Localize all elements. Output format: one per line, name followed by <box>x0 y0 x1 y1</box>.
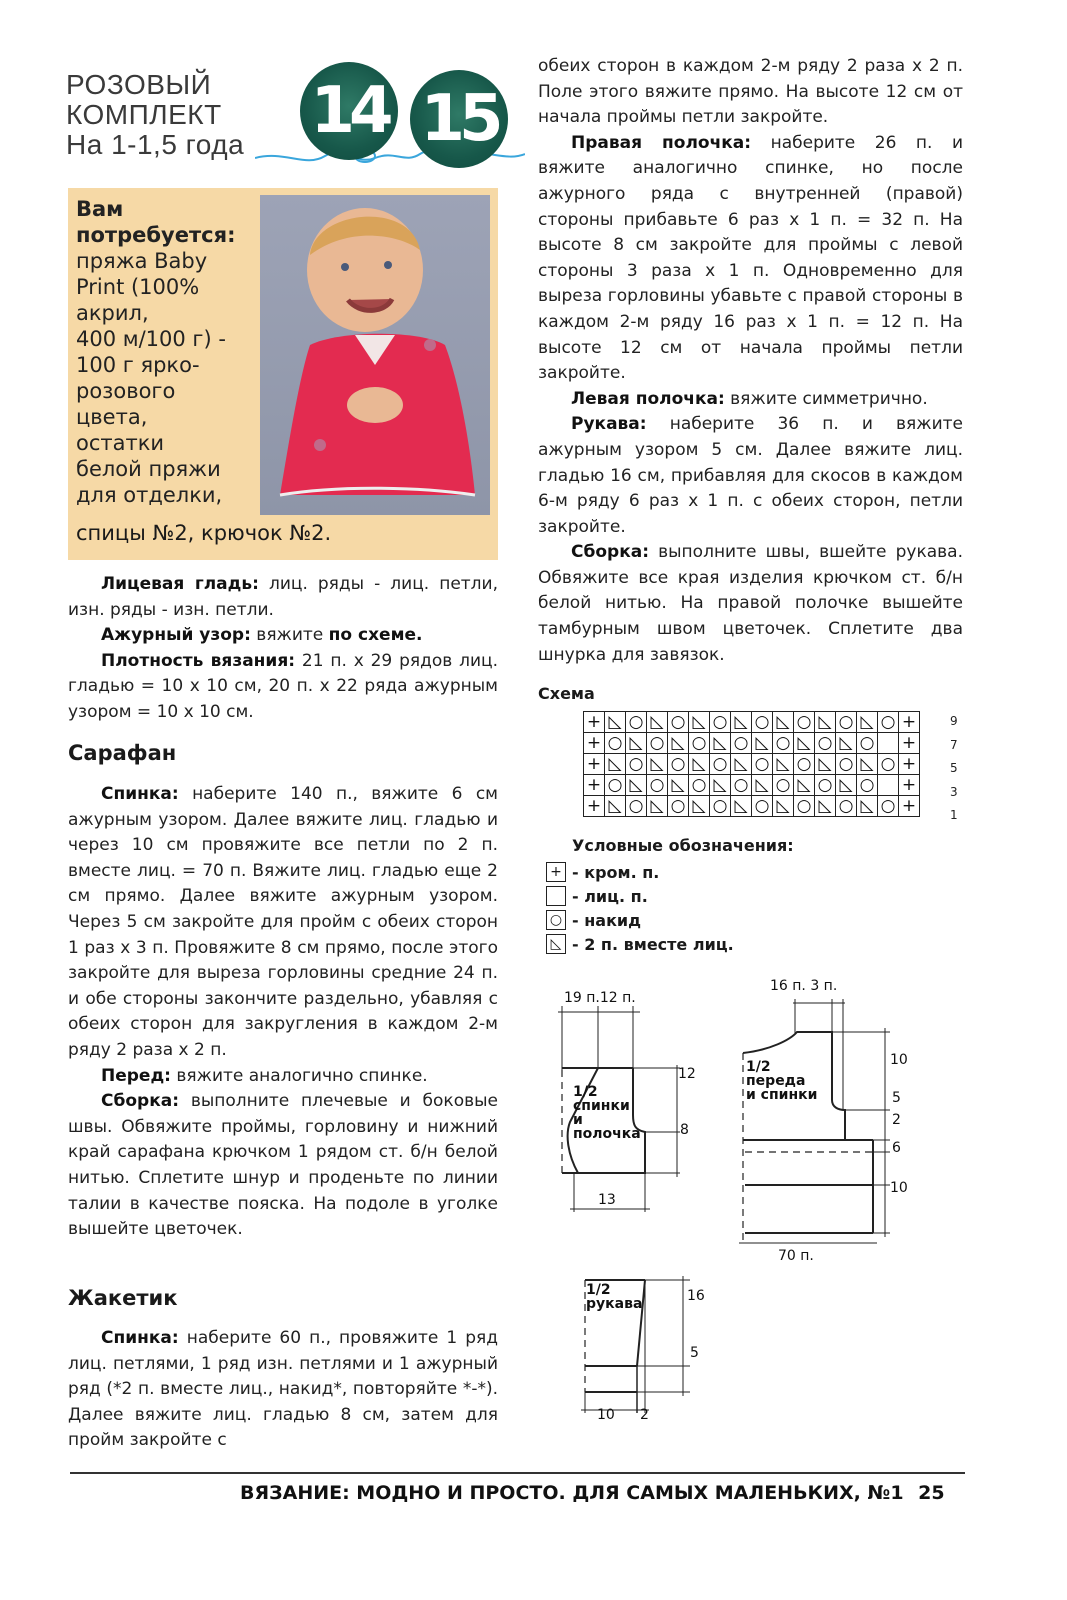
legend-item-knit-stitch <box>546 886 648 906</box>
jacket-piece-label <box>573 1085 648 1141</box>
yarn-over-cell: ○ <box>689 775 710 796</box>
pattern-number-badge-15: 15 <box>410 70 508 168</box>
yarn-over-cell: ○ <box>752 796 773 817</box>
piece-label-line: рукава <box>586 1296 643 1312</box>
instruction-paragraph <box>538 387 963 413</box>
chart-row <box>584 796 920 817</box>
k2tog-cell: ◺ <box>857 712 878 733</box>
stitch-chart-grid <box>583 711 920 817</box>
legend-label: - кром. п. <box>572 862 660 882</box>
instruction-paragraph <box>68 1089 498 1243</box>
intro-section <box>68 572 498 726</box>
chart-row-number: 1 <box>950 808 958 822</box>
k2tog-cell: ◺ <box>605 754 626 775</box>
yarn-over-cell: ○ <box>731 775 752 796</box>
sarafan-top-measure: 16 п. 3 п. <box>770 978 838 994</box>
chart-row-number: 3 <box>950 784 958 799</box>
chart-row <box>584 733 920 754</box>
piece-label-line: и <box>573 1112 583 1128</box>
term-label: Спинка: <box>101 784 179 804</box>
materials-line: цвета, <box>76 405 148 429</box>
knit-two-together-icon: ◺ <box>546 934 566 954</box>
pattern-number-badge-14: 14 <box>300 62 398 160</box>
k2tog-cell: ◺ <box>647 712 668 733</box>
edge-stitch-cell: + <box>584 754 605 775</box>
yarn-over-cell: ○ <box>710 754 731 775</box>
jacket-continued-section <box>538 54 963 668</box>
term-text: выполните плечевые и боковые швы. Обвяжите проймы, горловину и нижний край сарафана крючком 1 рядом ст. б/н белой нитью. Сплетите шнур и проденьте по линии талии в качестве пояска. На подоле в уголке вышейте цветочек. <box>68 1091 498 1240</box>
baby-illustration <box>260 195 490 515</box>
k2tog-cell: ◺ <box>794 775 815 796</box>
yarn-over-cell: ○ <box>605 733 626 754</box>
k2tog-cell: ◺ <box>836 733 857 754</box>
materials-line: 400 м/100 г) - <box>76 327 226 351</box>
piece-label-line: 1/2 <box>573 1084 598 1100</box>
k2tog-cell: ◺ <box>815 754 836 775</box>
yarn-over-cell: ○ <box>878 712 899 733</box>
openwork-paragraph <box>68 623 498 649</box>
term-text: наберите 36 п. и вяжите ажурным узором 5 см. Далее вяжите лиц. гладью 16 см, прибавляя для скосов в каждом 6-м ряду 6 раз х 1 п. с обеих сторон, петли закройте. <box>538 414 963 537</box>
materials-line-last: спицы №2, крючок №2. <box>76 521 332 545</box>
yarn-over-cell: ○ <box>815 775 836 796</box>
chart-row <box>584 775 920 796</box>
term-label: Лицевая гладь: <box>101 574 259 594</box>
instruction-paragraph <box>68 1326 498 1454</box>
k2tog-cell: ◺ <box>605 712 626 733</box>
sarafan-pattern <box>735 985 895 1250</box>
jacket-height-body: 8 <box>680 1122 689 1138</box>
legend-label: - 2 п. вместе лиц. <box>572 934 734 954</box>
instruction-paragraph <box>538 131 963 387</box>
k2tog-cell: ◺ <box>626 733 647 754</box>
edge-stitch-cell: + <box>899 712 920 733</box>
yarn-over-cell: ○ <box>752 712 773 733</box>
sarafan-height-neck: 10 <box>890 1052 908 1068</box>
materials-line: розового <box>76 379 176 403</box>
yarn-over-cell: ○ <box>626 796 647 817</box>
yarn-over-cell: ○ <box>689 733 710 754</box>
piece-label-line: полочка <box>573 1126 641 1142</box>
term-label: Левая полочка: <box>571 388 725 409</box>
yarn-over-cell: ○ <box>815 733 836 754</box>
term-label: Ажурный узор: <box>101 625 251 646</box>
k2tog-cell: ◺ <box>836 775 857 796</box>
term-text: наберите 60 п., провяжите 1 ряд лиц. петлями, 1 ряд изн. петлями и 1 ажурный ряд (*2 п. вместе лиц., накид*, повторяйте *-*). Далее вяжите лиц. гладью 8 см, затем для пройм закройте с <box>68 1328 498 1451</box>
yarn-over-cell: ○ <box>647 775 668 796</box>
legend-item-edge-stitch <box>546 862 659 882</box>
age-subtitle: На 1-1,5 года <box>66 129 245 160</box>
chart-row-number: 9 <box>950 714 958 728</box>
k2tog-cell: ◺ <box>647 796 668 817</box>
k2tog-cell: ◺ <box>689 712 710 733</box>
yarn-over-cell: ○ <box>878 796 899 817</box>
yarn-over-cell: ○ <box>857 733 878 754</box>
footer-divider <box>70 1472 965 1474</box>
footer <box>240 1482 945 1504</box>
term-text: наберите 26 п. и вяжите аналогично спинке, но после ажурного ряда с внутренней (правой) стороны прибавьте 6 раз х 1 п. = 32 п. На высоте 8 см закройте для проймы с левой стороны 3 раза х 1 п. Одновременно для выреза горловины убавьте с правой стороны в каждом 2-м ряду 16 раз х 1 п. = 12 п. На высоте 12 см от начала проймы петли закройте. <box>538 132 963 384</box>
edge-stitch-icon: + <box>546 862 566 882</box>
sarafan-section <box>68 782 498 1243</box>
term-label: Плотность вязания: <box>101 650 296 671</box>
edge-stitch-cell: + <box>899 775 920 796</box>
chart-row-number: 5 <box>950 761 958 775</box>
section-heading-jacket: Жакетик <box>68 1286 178 1310</box>
k2tog-cell: ◺ <box>626 775 647 796</box>
term-text: вяжите <box>250 625 329 646</box>
edge-stitch-cell: + <box>584 775 605 796</box>
materials-line: 100 г ярко- <box>76 353 200 377</box>
baby-photo <box>260 195 490 515</box>
page-number: 25 <box>918 1482 945 1504</box>
term-label: Сборка: <box>571 542 650 563</box>
yarn-over-cell: ○ <box>605 775 626 796</box>
materials-line: Print (100% <box>76 275 200 299</box>
k2tog-cell: ◺ <box>815 796 836 817</box>
yarn-over-cell: ○ <box>857 775 878 796</box>
jacket-height-armhole: 12 <box>678 1066 696 1082</box>
legend-item-k2tog <box>546 934 734 954</box>
magazine-title: ВЯЗАНИЕ: МОДНО И ПРОСТО. ДЛЯ САМЫХ МАЛЕНЬКИХ, №1 <box>240 1482 904 1504</box>
term-label: Спинка: <box>101 1328 179 1348</box>
k2tog-cell: ◺ <box>773 712 794 733</box>
k2tog-cell: ◺ <box>857 754 878 775</box>
chart-row-number: 7 <box>950 737 958 752</box>
yarn-over-cell: ○ <box>878 754 899 775</box>
sleeve-height-cuff: 5 <box>690 1345 699 1361</box>
yarn-over-cell: ○ <box>794 796 815 817</box>
yarn-over-cell: ○ <box>668 712 689 733</box>
yarn-over-cell: ○ <box>668 754 689 775</box>
chart-row <box>584 754 920 775</box>
title-line-1: РОЗОВЫЙ <box>66 69 212 100</box>
jacket-section <box>68 1326 498 1454</box>
k2tog-cell: ◺ <box>605 796 626 817</box>
materials-line: пряжа Baby <box>76 249 208 273</box>
k2tog-cell: ◺ <box>752 775 773 796</box>
yarn-over-cell: ○ <box>626 712 647 733</box>
edge-stitch-cell: + <box>899 754 920 775</box>
k2tog-cell: ◺ <box>710 733 731 754</box>
yarn-over-cell: ○ <box>710 712 731 733</box>
schema-heading: Схема <box>538 684 595 703</box>
yarn-over-cell: ○ <box>752 754 773 775</box>
term-text: вяжите аналогично спинке. <box>170 1065 428 1086</box>
k2tog-cell: ◺ <box>857 796 878 817</box>
yarn-over-cell: ○ <box>836 796 857 817</box>
sarafan-height-openwork: 6 <box>892 1140 901 1156</box>
stitch-chart <box>583 711 920 817</box>
materials-line: для отделки, <box>76 483 223 507</box>
piece-label-line: 1/2 <box>746 1059 771 1075</box>
sarafan-width: 70 п. <box>778 1248 814 1264</box>
term-label: Перед: <box>101 1065 171 1086</box>
title-line-2: КОМПЛЕКТ <box>66 99 222 130</box>
edge-stitch-cell: + <box>584 733 605 754</box>
term-label: Сборка: <box>101 1091 180 1112</box>
instruction-paragraph <box>538 412 963 540</box>
k2tog-cell: ◺ <box>668 733 689 754</box>
k2tog-cell: ◺ <box>731 712 752 733</box>
chart-row <box>584 712 920 733</box>
materials-line: остатки <box>76 431 165 455</box>
edge-stitch-cell: + <box>584 712 605 733</box>
knit-cell <box>878 733 899 754</box>
sarafan-height-waist: 2 <box>892 1112 901 1128</box>
legend-item-yarn-over <box>546 910 641 930</box>
continuation-paragraph: обеих сторон в каждом 2-м ряду 2 раза х 2 п. Поле этого вяжите прямо. На высоте 12 см от начала проймы петли закройте. <box>538 56 963 128</box>
materials-line: белой пряжи <box>76 457 221 481</box>
yarn-over-cell: ○ <box>731 733 752 754</box>
edge-stitch-cell: + <box>899 733 920 754</box>
piece-label-line: 1/2 <box>586 1282 611 1298</box>
materials-text <box>76 196 276 508</box>
materials-heading: Вам потребуется: <box>76 197 236 247</box>
k2tog-cell: ◺ <box>689 796 710 817</box>
piece-label-line: спинки <box>573 1098 630 1114</box>
piece-label-line: переда <box>746 1073 806 1089</box>
yarn-over-cell: ○ <box>647 733 668 754</box>
sarafan-height-armhole: 5 <box>892 1090 901 1106</box>
yarn-over-cell: ○ <box>626 754 647 775</box>
yarn-over-icon: ○ <box>546 910 566 930</box>
materials-line: акрил, <box>76 301 149 325</box>
yarn-over-cell: ○ <box>794 712 815 733</box>
yarn-over-cell: ○ <box>773 775 794 796</box>
edge-stitch-cell: + <box>584 796 605 817</box>
k2tog-cell: ◺ <box>752 733 773 754</box>
piece-label-line: и спинки <box>746 1087 818 1103</box>
knit-cell <box>878 775 899 796</box>
sleeve-piece-label <box>586 1283 646 1311</box>
k2tog-cell: ◺ <box>773 754 794 775</box>
sleeve-width: 10 <box>597 1407 615 1423</box>
term-text: 21 п. х 29 рядов лиц. гладью = 10 х 10 см, 20 п. х 22 ряда ажурным узором = 10 х 10 см. <box>68 650 498 722</box>
yarn-over-cell: ○ <box>836 754 857 775</box>
k2tog-cell: ◺ <box>647 754 668 775</box>
sarafan-height-skirt: 10 <box>890 1180 908 1196</box>
term-label: Рукава: <box>571 414 647 435</box>
instruction-paragraph <box>538 540 963 668</box>
knit-stitch-icon <box>546 886 566 906</box>
jacket-width: 13 <box>598 1192 616 1208</box>
k2tog-cell: ◺ <box>731 796 752 817</box>
legend-heading: Условные обозначения: <box>572 836 794 855</box>
edge-stitch-cell: + <box>899 796 920 817</box>
term-label: Правая полочка: <box>571 132 752 153</box>
k2tog-cell: ◺ <box>773 796 794 817</box>
instruction-paragraph <box>68 782 498 1064</box>
legend-label: - лиц. п. <box>572 886 648 906</box>
term-text: наберите 140 п., вяжите 6 см ажурным узором. Далее вяжите лиц. гладью и через 10 см провяжите все петли по 2 п. вместе лиц. = 70 п. Вяжите лиц. гладью еще 2 см прямо. Далее вяжите ажурным узором. Через 5 см закройте для пройм с обеих сторон 1 раз х 3 п. Провяжите 8 см прямо, после этого закройте для выреза горловины средние 24 п. и обе стороны закончите раздельно, убавляя с обеих сторон для закругления в каждом 2-м ряду 2 раза х 2 п. <box>68 784 498 1060</box>
term-text: вяжите симметрично. <box>724 388 928 409</box>
gauge-paragraph <box>68 649 498 726</box>
sleeve-height-main: 16 <box>687 1288 705 1304</box>
yarn-over-cell: ○ <box>836 712 857 733</box>
section-heading-sarafan: Сарафан <box>68 741 177 765</box>
yarn-over-cell: ○ <box>668 796 689 817</box>
yarn-over-cell: ○ <box>710 796 731 817</box>
k2tog-cell: ◺ <box>710 775 731 796</box>
jacket-top-measure: 19 п.12 п. <box>564 990 636 1006</box>
k2tog-cell: ◺ <box>668 775 689 796</box>
instruction-paragraph <box>68 1064 498 1090</box>
term-emphasis: по схеме. <box>328 625 423 646</box>
k2tog-cell: ◺ <box>731 754 752 775</box>
term-text: лиц. ряды - лиц. петли, изн. ряды - изн. петли. <box>68 574 498 620</box>
sleeve-increase: 2 <box>640 1407 649 1423</box>
k2tog-cell: ◺ <box>794 733 815 754</box>
term-text: выполните швы, вшейте рукава. Обвяжите все края изделия крючком ст. б/н белой нитью. На правой полочке вышейте тамбурным швом цветочек. Сплетите два шнурка для завязок. <box>538 542 963 665</box>
k2tog-cell: ◺ <box>815 712 836 733</box>
stockinette-paragraph <box>68 572 498 623</box>
legend-label: - накид <box>572 910 642 930</box>
sarafan-piece-label <box>746 1060 826 1102</box>
yarn-over-cell: ○ <box>794 754 815 775</box>
yarn-over-cell: ○ <box>773 733 794 754</box>
k2tog-cell: ◺ <box>689 754 710 775</box>
